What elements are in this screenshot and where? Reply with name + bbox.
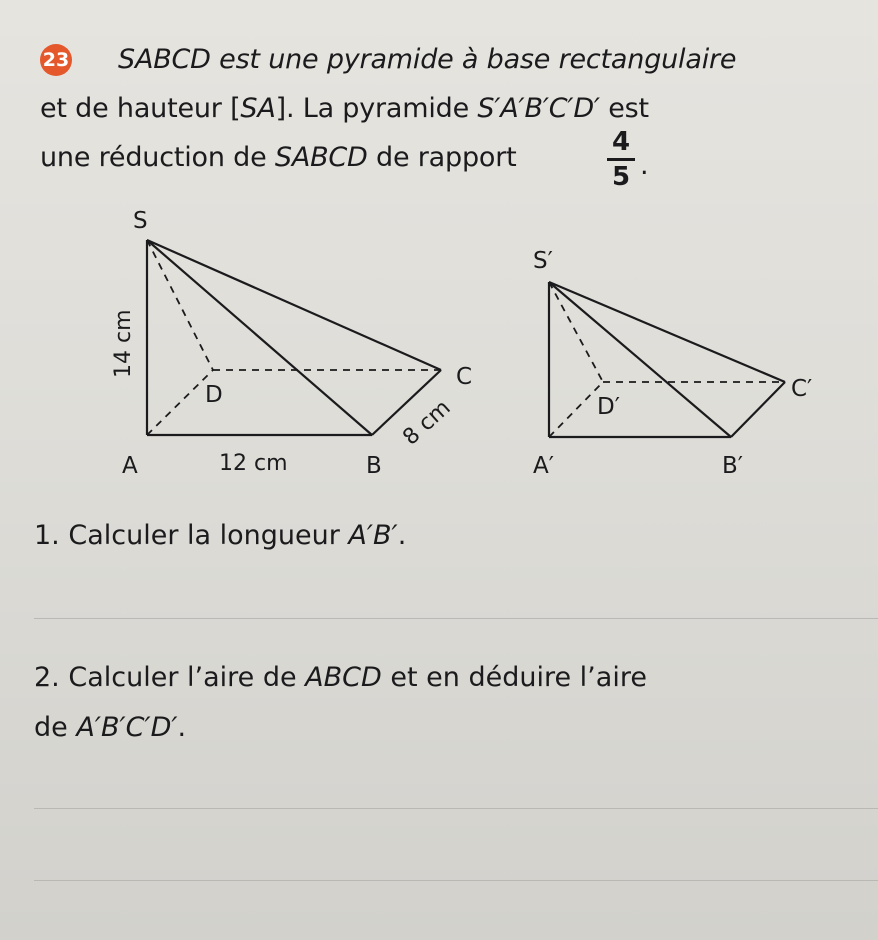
statement-text-3a: une réduction de <box>40 142 275 173</box>
statement-text-2c: ]. La pyramide <box>275 93 478 124</box>
question-1 <box>34 520 406 551</box>
question-1-text: 1. Calculer la longueur <box>34 520 349 551</box>
statement-text-2e: est <box>599 93 649 124</box>
edge-SB-prime <box>549 282 731 437</box>
question-2-line-2 <box>34 712 186 743</box>
hidden-edge-AD-prime <box>549 382 603 437</box>
question-2-line-1 <box>34 662 647 693</box>
question-2-text-d: de <box>34 712 77 743</box>
label-B: B <box>366 453 382 479</box>
statement-text-2d: S′A′B′C′D′ <box>477 93 600 124</box>
question-1-period: . <box>397 520 407 551</box>
height-SA-label: 14 cm <box>111 309 136 378</box>
statement-text-3c: de rapport <box>367 142 517 173</box>
question-2-text-c: et en déduire l’aire <box>381 662 647 693</box>
statement-text-1: SABCD est une pyramide à base rectangulaire <box>118 44 737 75</box>
width-BC-label: 8 cm <box>398 395 456 451</box>
label-D: D <box>205 382 223 408</box>
question-2-text-b: ABCD <box>305 662 382 693</box>
label-A-prime: A′ <box>533 453 554 479</box>
length-AB-label: 12 cm <box>219 451 288 476</box>
statement-text-2b: SA <box>240 93 276 124</box>
ratio-numerator: 4 <box>611 127 631 157</box>
question-2-text-a: 2. Calculer l’aire de <box>34 662 306 693</box>
question-2-text-e: A′B′C′D′ <box>76 712 178 743</box>
label-C-prime: C′ <box>791 376 813 402</box>
question-2-text-f: . <box>177 712 187 743</box>
label-B-prime: B′ <box>722 453 744 479</box>
label-D-prime: D′ <box>597 394 620 420</box>
label-S-prime: S′ <box>533 248 553 274</box>
answer-line-2 <box>34 808 878 809</box>
label-A: A <box>122 453 138 479</box>
label-C: C <box>456 364 473 390</box>
edge-BC-prime <box>731 382 785 437</box>
exercise-number-badge: 23 <box>40 44 72 76</box>
ratio-denominator: 5 <box>611 162 631 192</box>
statement-text-3b: SABCD <box>274 142 368 173</box>
ratio-period: . <box>640 150 649 181</box>
answer-line-3 <box>34 880 878 881</box>
statement-text-2a: et de hauteur [ <box>40 93 241 124</box>
question-1-variable: A′B′ <box>348 520 398 551</box>
edge-SC-prime <box>549 282 785 382</box>
label-S: S <box>133 208 148 234</box>
hidden-edge-SD-prime <box>549 282 603 382</box>
answer-line-1 <box>34 618 878 619</box>
